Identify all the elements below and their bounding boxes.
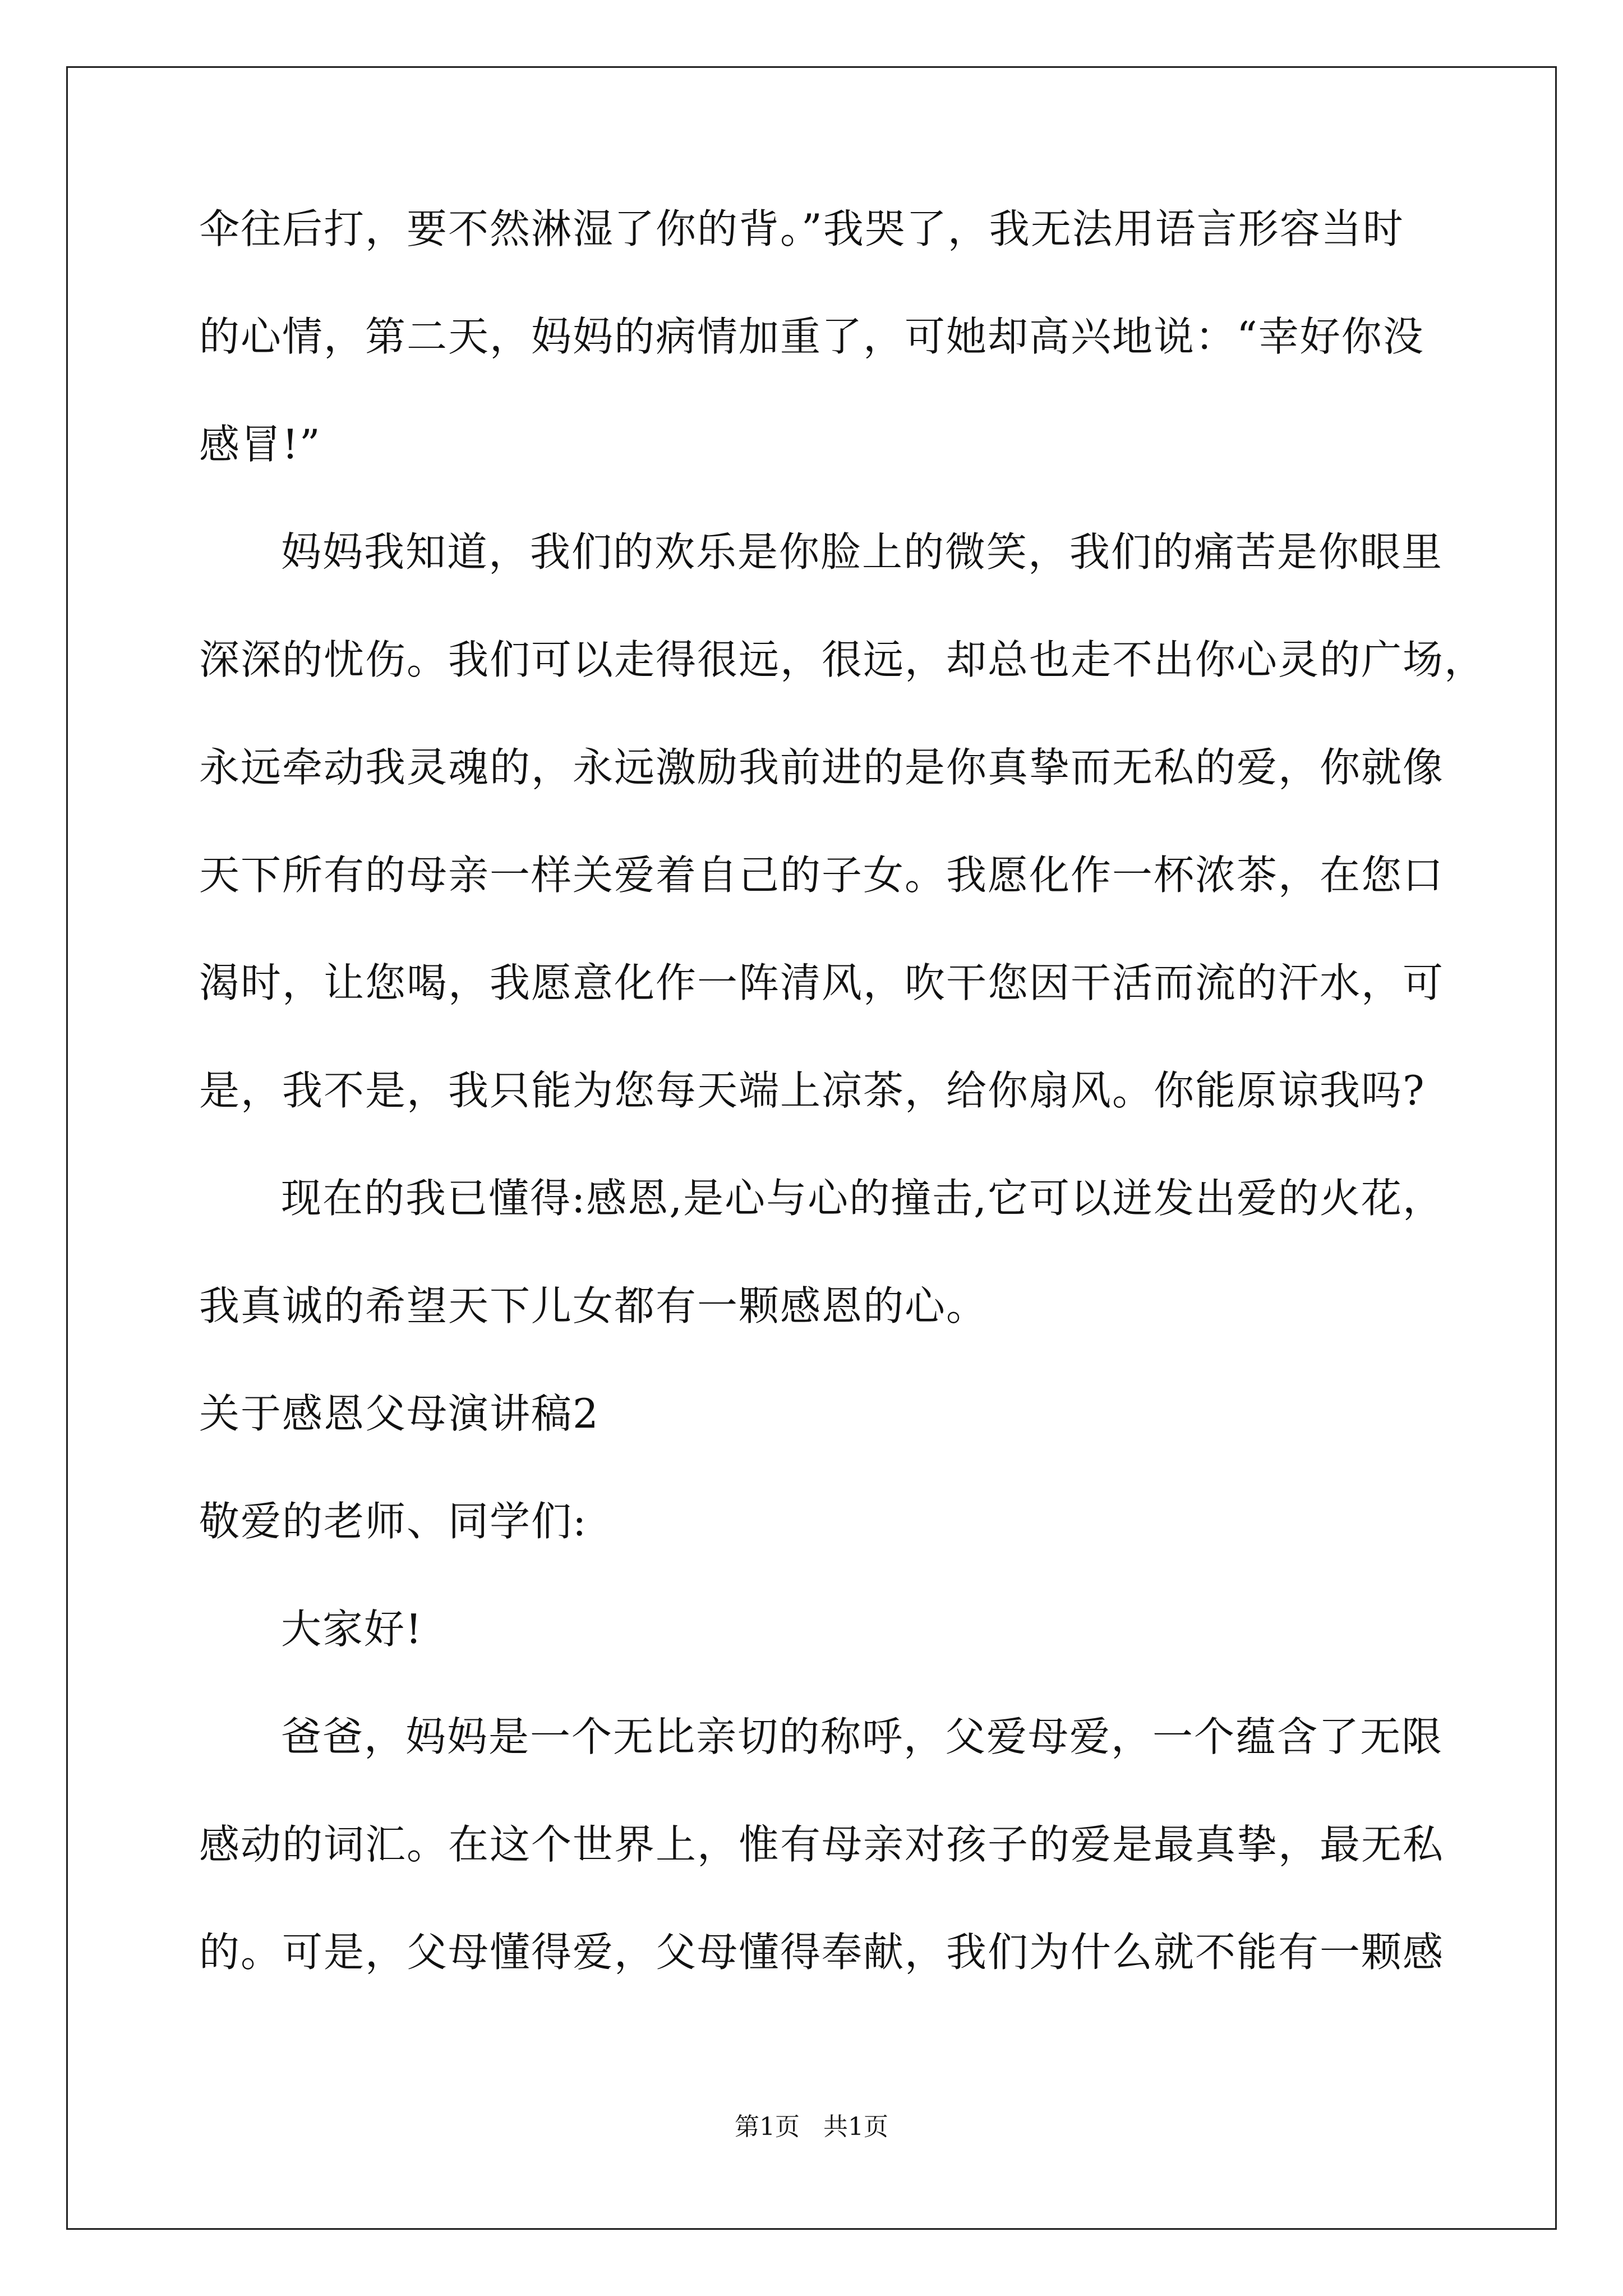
- text-line-2: 的心情，第二天，妈妈的病情加重了，可她却高兴地说：“幸好你没: [199, 313, 1424, 360]
- greeting: 大家好!: [281, 1605, 423, 1653]
- text-line-6: 永远牵动我灵魂的，永远激励我前进的是你真挚而无私的爱，你就像: [199, 744, 1445, 791]
- text-line-7: 天下所有的母亲一样关爱着自己的子女。我愿化作一杯浓茶，在您口: [199, 852, 1445, 899]
- text-line-4: 妈妈我知道，我们的欢乐是你脸上的微笑，我们的痛苦是你眼里: [281, 528, 1444, 576]
- text-line-9: 是，我不是，我只能为您每天端上凉茶，给你扇风。你能原谅我吗?: [199, 1067, 1426, 1114]
- document-body: [199, 202, 1486, 2033]
- page-number-footer: 第1页 共1页: [735, 2113, 888, 2141]
- text-line-17: 的。可是，父母懂得爱，父母懂得奉献，我们为什么就不能有一颗感: [199, 1929, 1445, 1976]
- text-line-15: 爸爸，妈妈是一个无比亲切的称呼，父爱母爱，一个蕴含了无限: [281, 1713, 1444, 1760]
- text-line-11: 我真诚的希望天下儿女都有一颗感恩的心。: [199, 1282, 988, 1329]
- text-line-8: 渴时，让您喝，我愿意化作一阵清风，吹干您因干活而流的汗水，可: [199, 959, 1445, 1006]
- text-line-1: 伞往后打，要不然淋湿了你的背。”我哭了，我无法用语言形容当时: [199, 205, 1404, 252]
- text-line-16: 感动的词汇。在这个世界上，惟有母亲对孩子的爱是最真挚，最无私: [199, 1821, 1445, 1868]
- text-line-5: 深深的忧伤。我们可以走得很远，很远，却总也走不出你心灵的广场，: [199, 636, 1486, 683]
- text-line-10: 现在的我已懂得:感恩,是心与心的撞击,它可以迸发出爱的火花，: [281, 1175, 1445, 1222]
- salutation: 敬爱的老师、同学们:: [199, 1498, 588, 1545]
- section-heading: 关于感恩父母演讲稿2: [199, 1390, 600, 1437]
- text-line-3: 感冒!”: [199, 421, 321, 468]
